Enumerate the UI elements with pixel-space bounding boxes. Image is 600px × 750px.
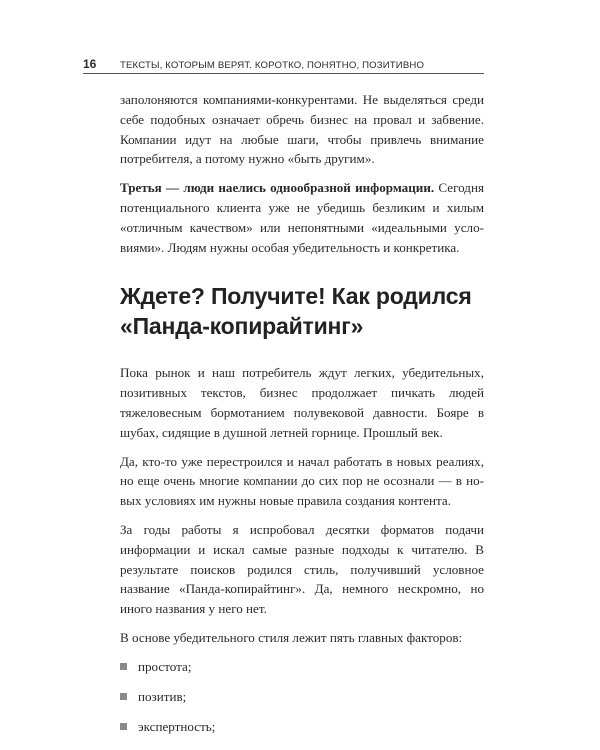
square-bullet-icon: [120, 663, 127, 670]
list-item-text: экспертность;: [138, 718, 216, 734]
running-title: ТЕКСТЫ, КОТОРЫМ ВЕРЯТ. КОРОТКО, ПОНЯТНО, ПОЗИТИВНО: [120, 60, 425, 71]
square-bullet-icon: [120, 723, 127, 730]
factor-list: [120, 657, 484, 736]
paragraph: В основе убедительного стиля лежит пять главных факторов:: [120, 629, 463, 645]
square-bullet-icon: [120, 693, 127, 700]
paragraph: заполоняются компаниями-конкурентами. Не выделяться среди себе подобных означает обречь бизнес на провал и забвение. Компании идут на любые шаги, чтобы привлечь внимание потребителя, а потому нужно «быть другим».: [120, 92, 484, 167]
page-number: 16: [83, 57, 97, 71]
paragraph-third-point: [120, 178, 484, 257]
page-header: [83, 57, 484, 71]
page-body: [120, 90, 484, 747]
header-rule: [83, 73, 484, 74]
paragraph: Пока рынок и наш потребитель ждут легких, убедительных, позитивных текстов, бизнес продолжает пичкать людей тяжеловесным бормотанием полувековой давности. Бояре в шубах, сидящие в душной летней горнице. Прошлый век.: [120, 365, 484, 440]
list-item-text: позитив;: [138, 688, 187, 704]
list-item-text: простота;: [138, 658, 192, 674]
paragraph: Да, кто-то уже перестроился и начал работать в новых реалиях, но еще очень многие компании до сих пор не осознали — в новых условиях им нужны новые правила создания контента.: [120, 453, 484, 509]
paragraph-text: Сегодня потенциального клиента уже не убедишь безликим и хилым «отличным качеством» или непонятными «идеальными условиями». Людям нужны особая убедительность и конкретика.: [120, 180, 484, 255]
bold-lead: Третья — люди наелись однообразной информации.: [120, 180, 435, 196]
list-item: [120, 717, 484, 736]
paragraph: За годы работы я испробовал десятки форматов подачи информации и искал самые разные подходы к читателю. В результате поисков родился стиль, получивший условное название «Панда-копирайтинг». Да, немного нескромно, но иного названия у него нет.: [120, 521, 484, 617]
section-heading: Ждете? Получите! Как родился «Панда-копирайтинг»: [120, 283, 472, 340]
list-item: [120, 687, 484, 706]
list-item: [120, 657, 484, 676]
